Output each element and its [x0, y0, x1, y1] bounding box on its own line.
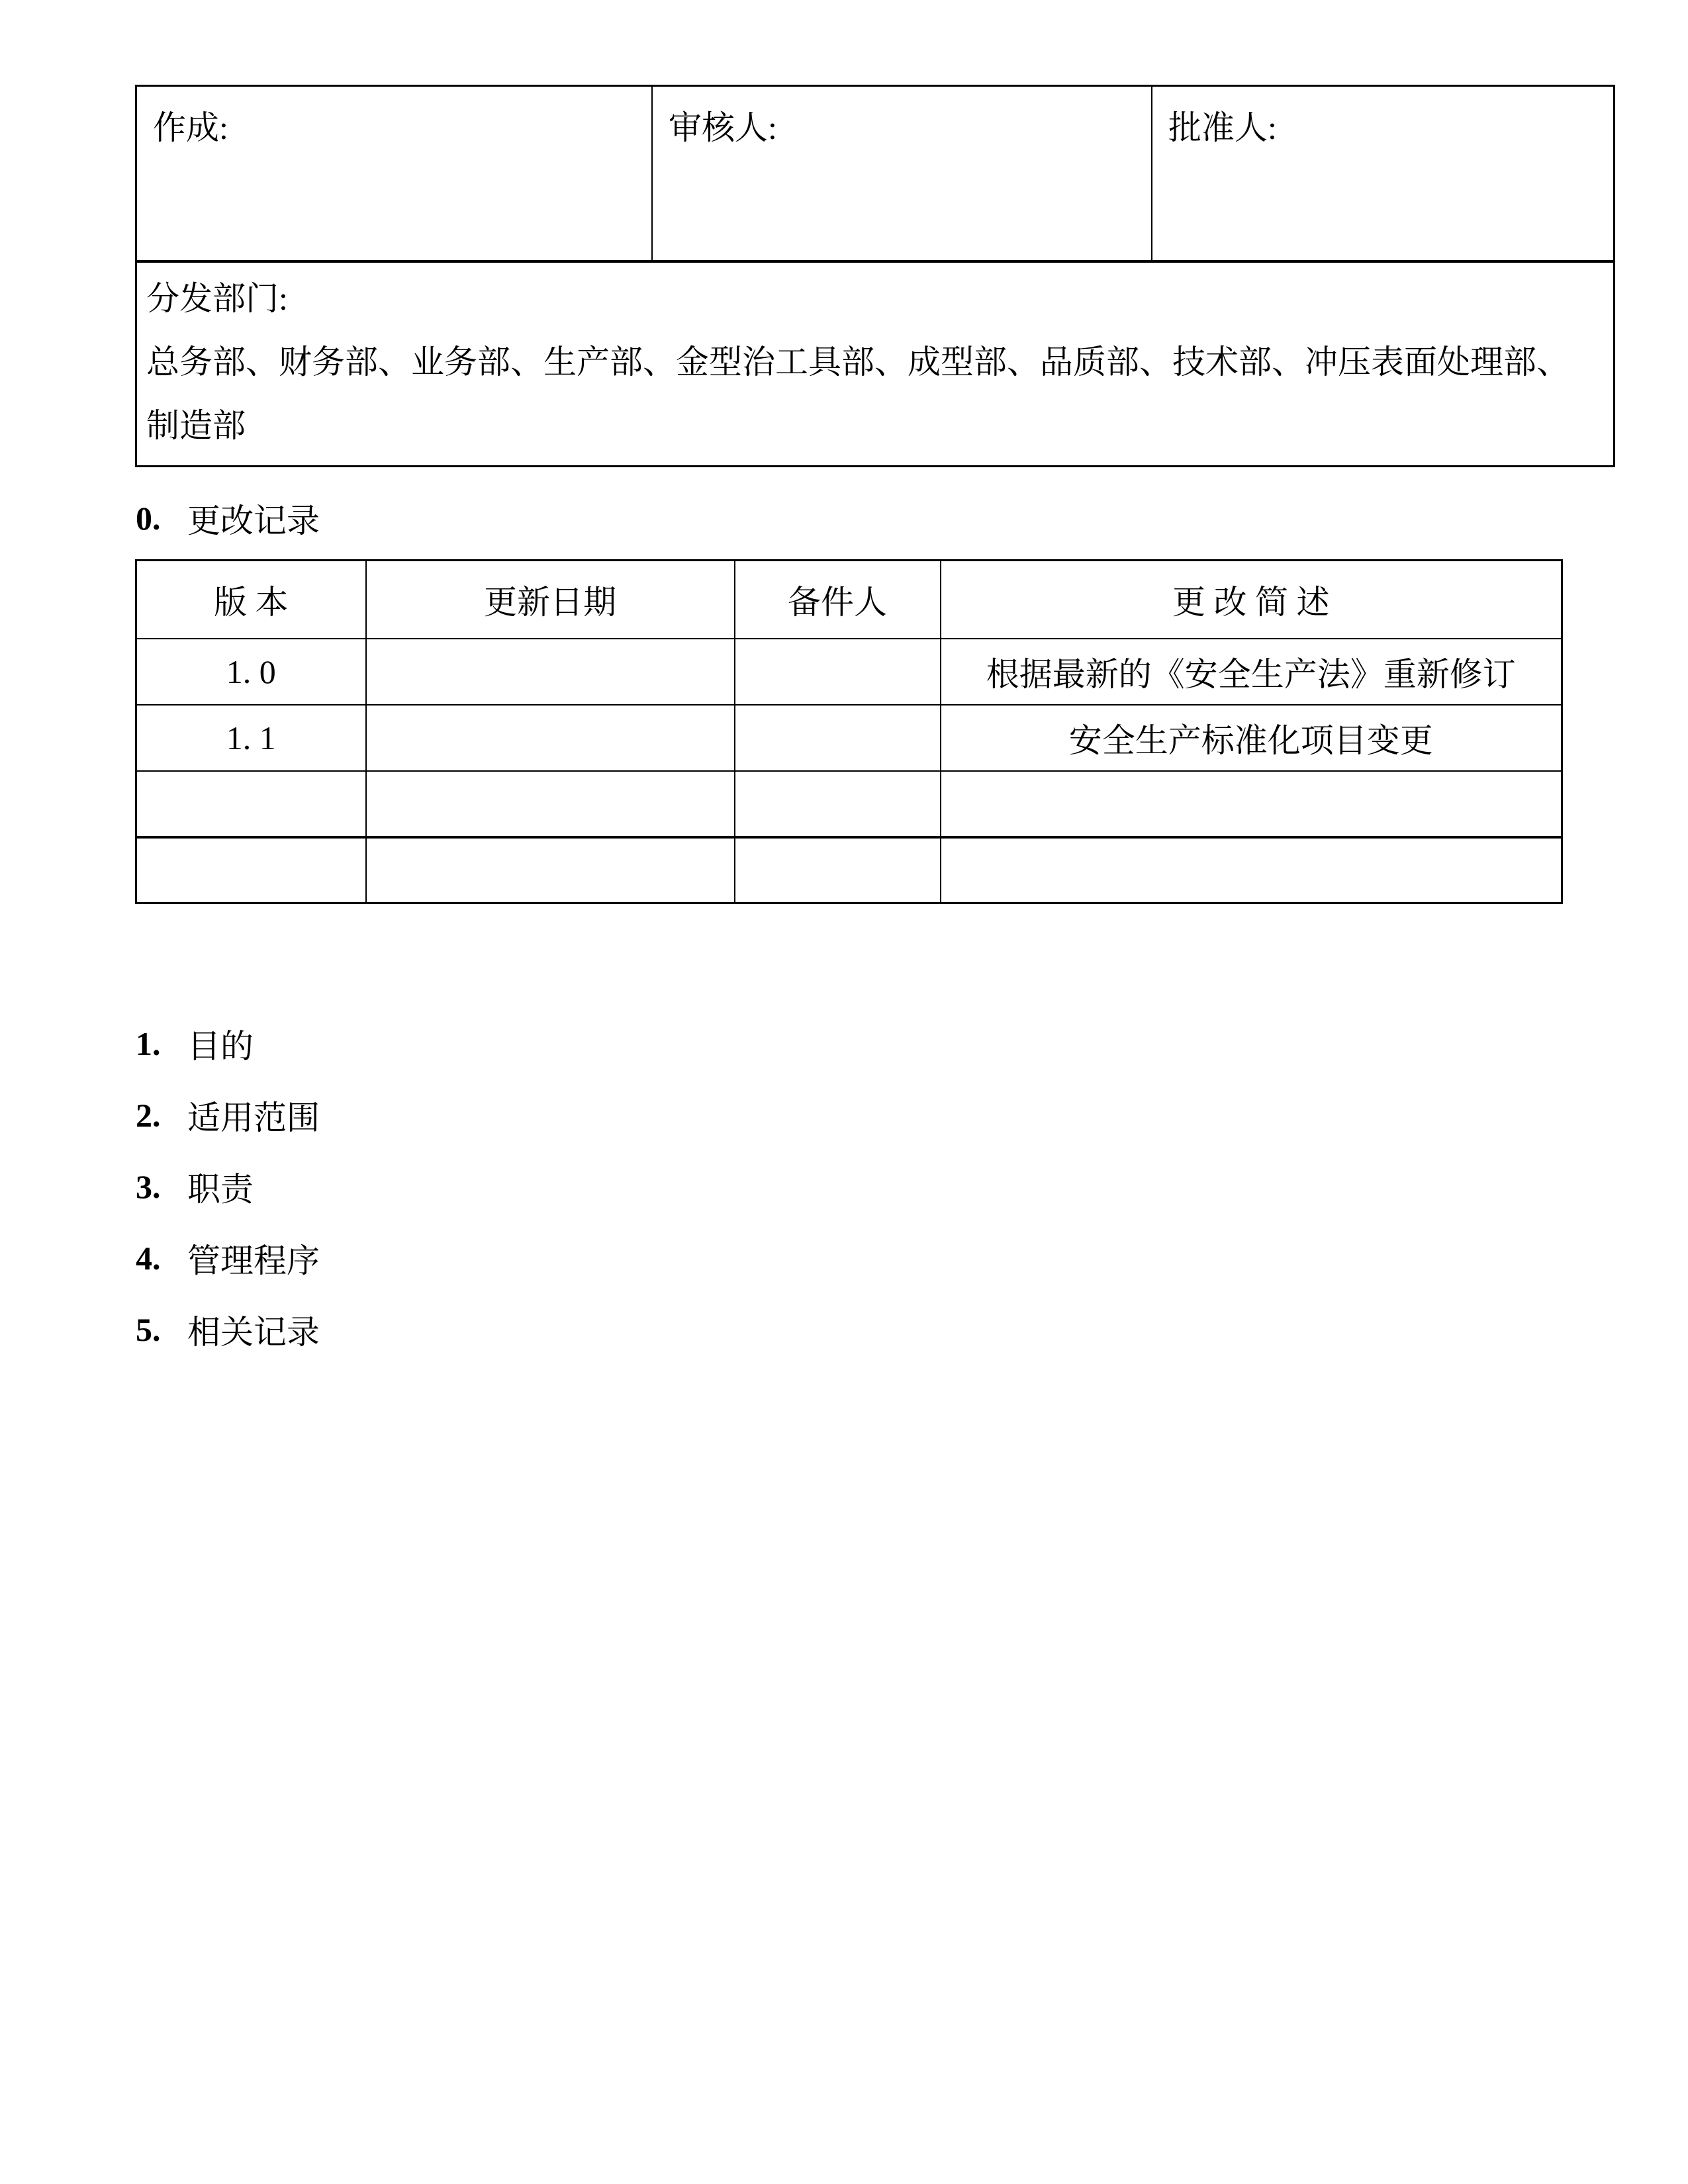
change-log-row-4: [136, 837, 1562, 903]
approval-sign-row: [136, 86, 1615, 262]
list-item-number: 3.: [136, 1168, 161, 1205]
description-cell: [941, 771, 1562, 837]
change-log-row-3: [136, 771, 1562, 837]
list-item-scope: [136, 1079, 320, 1151]
reviewer-label: 审核人:: [669, 109, 777, 146]
list-item-records: [136, 1294, 320, 1365]
change-log-heading-text: 更改记录: [187, 502, 320, 539]
version-cell: 1. 0: [136, 639, 366, 705]
approval-table: [135, 85, 1615, 467]
list-item-responsibility: [136, 1151, 320, 1222]
approval-cell-reviewer: [652, 86, 1152, 262]
change-log-table: [135, 559, 1563, 904]
change-log-row-2: [136, 705, 1562, 771]
description-cell: 安全生产标准化项目变更: [941, 705, 1562, 771]
maker-label: 作成:: [153, 109, 228, 146]
editor-cell: [735, 639, 941, 705]
description-cell: 根据最新的《安全生产法》重新修订: [941, 639, 1562, 705]
description-cell: [941, 837, 1562, 903]
column-header-version: 版 本: [136, 561, 366, 639]
list-item-procedure: [136, 1222, 320, 1294]
date-cell: [366, 771, 735, 837]
distribution-title: 分发部门:: [146, 280, 288, 317]
list-item-number: 5.: [136, 1311, 161, 1348]
change-log-header-row: [136, 561, 1562, 639]
editor-cell: [735, 771, 941, 837]
distribution-departments-line1: 总务部、财务部、业务部、生产部、金型治工具部、成型部、品质部、技术部、冲压表面处理部、: [146, 343, 1570, 381]
list-item-number: 1.: [136, 1025, 161, 1062]
change-log-heading: [136, 498, 320, 539]
list-item-number: 4.: [136, 1240, 161, 1277]
distribution-departments-line2: 制造部: [146, 407, 246, 444]
version-cell: [136, 837, 366, 903]
distribution-cell: [136, 261, 1615, 467]
list-item-purpose: [136, 1008, 320, 1079]
approval-cell-approver: [1152, 86, 1615, 262]
change-log-heading-number: 0.: [136, 500, 161, 537]
date-cell: [366, 705, 735, 771]
list-item-label: 职责: [187, 1171, 254, 1208]
approver-label: 批准人:: [1168, 109, 1277, 146]
column-header-description: 更 改 简 述: [941, 561, 1562, 639]
list-item-label: 管理程序: [187, 1242, 320, 1279]
column-header-editor: 备件人: [735, 561, 941, 639]
list-item-label: 适用范围: [187, 1099, 320, 1136]
list-item-label: 相关记录: [187, 1314, 320, 1351]
list-item-number: 2.: [136, 1097, 161, 1134]
contents-list: [136, 1008, 320, 1365]
editor-cell: [735, 837, 941, 903]
version-cell: [136, 771, 366, 837]
editor-cell: [735, 705, 941, 771]
date-cell: [366, 639, 735, 705]
version-cell: 1. 1: [136, 705, 366, 771]
approval-cell-maker: [136, 86, 653, 262]
date-cell: [366, 837, 735, 903]
change-log-row-1: [136, 639, 1562, 705]
distribution-row: [136, 261, 1615, 467]
column-header-date: 更新日期: [366, 561, 735, 639]
list-item-label: 目的: [187, 1028, 254, 1065]
